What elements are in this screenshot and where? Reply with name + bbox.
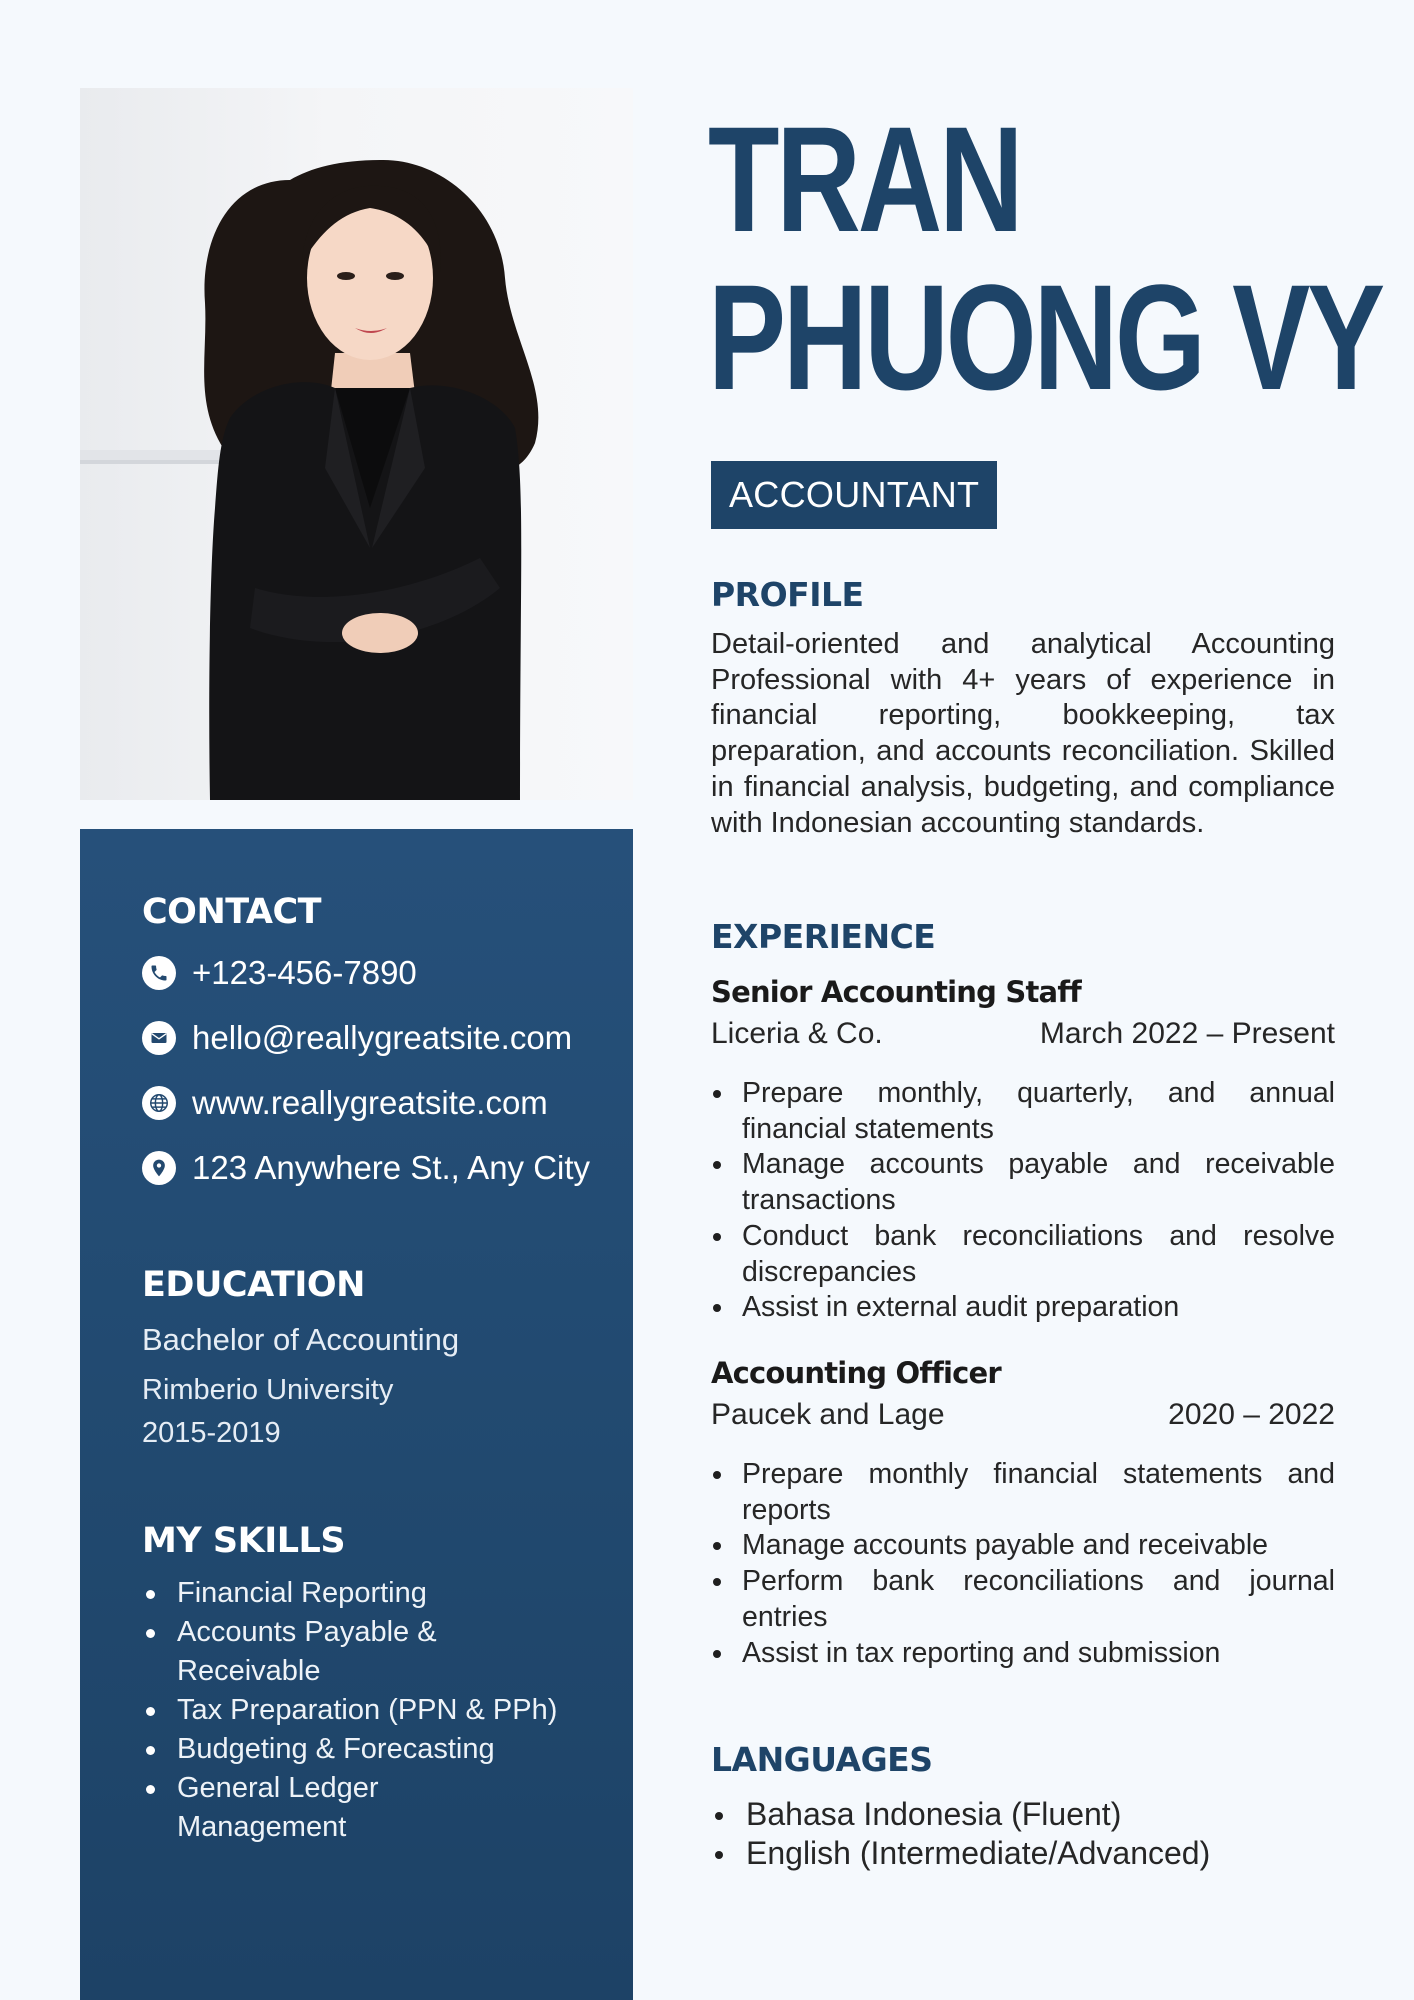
job-2-duties (711, 1457, 1335, 1671)
name-line-1: TRAN (708, 95, 1021, 263)
duty-item: Manage accounts payable and receivable transactions (711, 1147, 1335, 1218)
contact-website-text: www.reallygreatsite.com (192, 1084, 548, 1121)
job-2-meta (711, 1398, 1335, 1432)
contact-phone[interactable] (142, 954, 417, 992)
job-1-company: Liceria & Co. (711, 1017, 883, 1050)
globe-icon (142, 1086, 176, 1120)
job-1-title: Senior Accounting Staff (711, 975, 1081, 1009)
job-1-duties (711, 1076, 1335, 1326)
sidebar (80, 829, 633, 2000)
job-title-badge: ACCOUNTANT (711, 461, 997, 529)
name-line-2: PHUONG VY (708, 253, 1383, 421)
duty-item: Conduct bank reconciliations and resolve discrepancies (711, 1219, 1335, 1290)
contact-website[interactable] (142, 1084, 548, 1122)
languages-list (711, 1795, 1335, 1873)
language-item: Bahasa Indonesia (Fluent) (711, 1795, 1335, 1834)
location-pin-icon (142, 1151, 176, 1185)
contact-heading: CONTACT (142, 892, 322, 932)
skill-item: General Ledger Management (142, 1769, 427, 1847)
job-1-meta (711, 1017, 1335, 1051)
contact-email[interactable] (142, 1019, 572, 1057)
job-2-company: Paucek and Lage (711, 1398, 945, 1431)
skills-list (142, 1574, 602, 1847)
phone-icon (142, 956, 176, 990)
email-icon (142, 1021, 176, 1055)
contact-phone-text: +123-456-7890 (192, 954, 417, 991)
education-heading: EDUCATION (142, 1265, 365, 1305)
skill-item: Tax Preparation (PPN & PPh) (142, 1691, 602, 1730)
duty-item: Prepare monthly, quarterly, and annual financial statements (711, 1076, 1335, 1147)
duty-item: Perform bank reconciliations and journal entries (711, 1564, 1335, 1635)
education-school: Rimberio University (142, 1374, 394, 1406)
education-degree: Bachelor of Accounting (142, 1322, 460, 1357)
skills-heading: MY SKILLS (142, 1521, 346, 1561)
profile-text: Detail-oriented and analytical Accounting Professional with 4+ years of experience in financial reporting, bookkeeping, tax preparation, and accounts reconciliation. Skilled in financial analysis, budgeting, and compliance with Indonesian accounting standards. (711, 628, 1335, 839)
profile-heading: PROFILE (711, 575, 864, 614)
contact-email-text: hello@reallygreatsite.com (192, 1019, 573, 1056)
duty-item: Prepare monthly financial statements and reports (711, 1457, 1335, 1528)
skill-item: Accounts Payable & Receivable (142, 1613, 497, 1691)
duty-item: Assist in external audit preparation (711, 1290, 1335, 1326)
job-2-title: Accounting Officer (711, 1356, 1001, 1390)
education-years: 2015-2019 (142, 1417, 281, 1449)
experience-heading: EXPERIENCE (711, 917, 936, 956)
job-1-dates: March 2022 – Present (1039, 1017, 1335, 1050)
contact-address-text: 123 Anywhere St., Any City (192, 1149, 591, 1186)
duty-item: Assist in tax reporting and submission (711, 1636, 1335, 1672)
contact-address (142, 1149, 590, 1187)
profile-photo (80, 88, 633, 800)
duty-item: Manage accounts payable and receivable (711, 1528, 1335, 1564)
job-2-dates: 2020 – 2022 (1168, 1398, 1335, 1431)
candidate-name (708, 95, 1383, 421)
skill-item: Financial Reporting (142, 1574, 602, 1613)
skill-item: Budgeting & Forecasting (142, 1730, 602, 1769)
language-item: English (Intermediate/Advanced) (711, 1834, 1335, 1873)
portrait-illustration (80, 88, 633, 800)
languages-heading: LANGUAGES (711, 1740, 933, 1779)
